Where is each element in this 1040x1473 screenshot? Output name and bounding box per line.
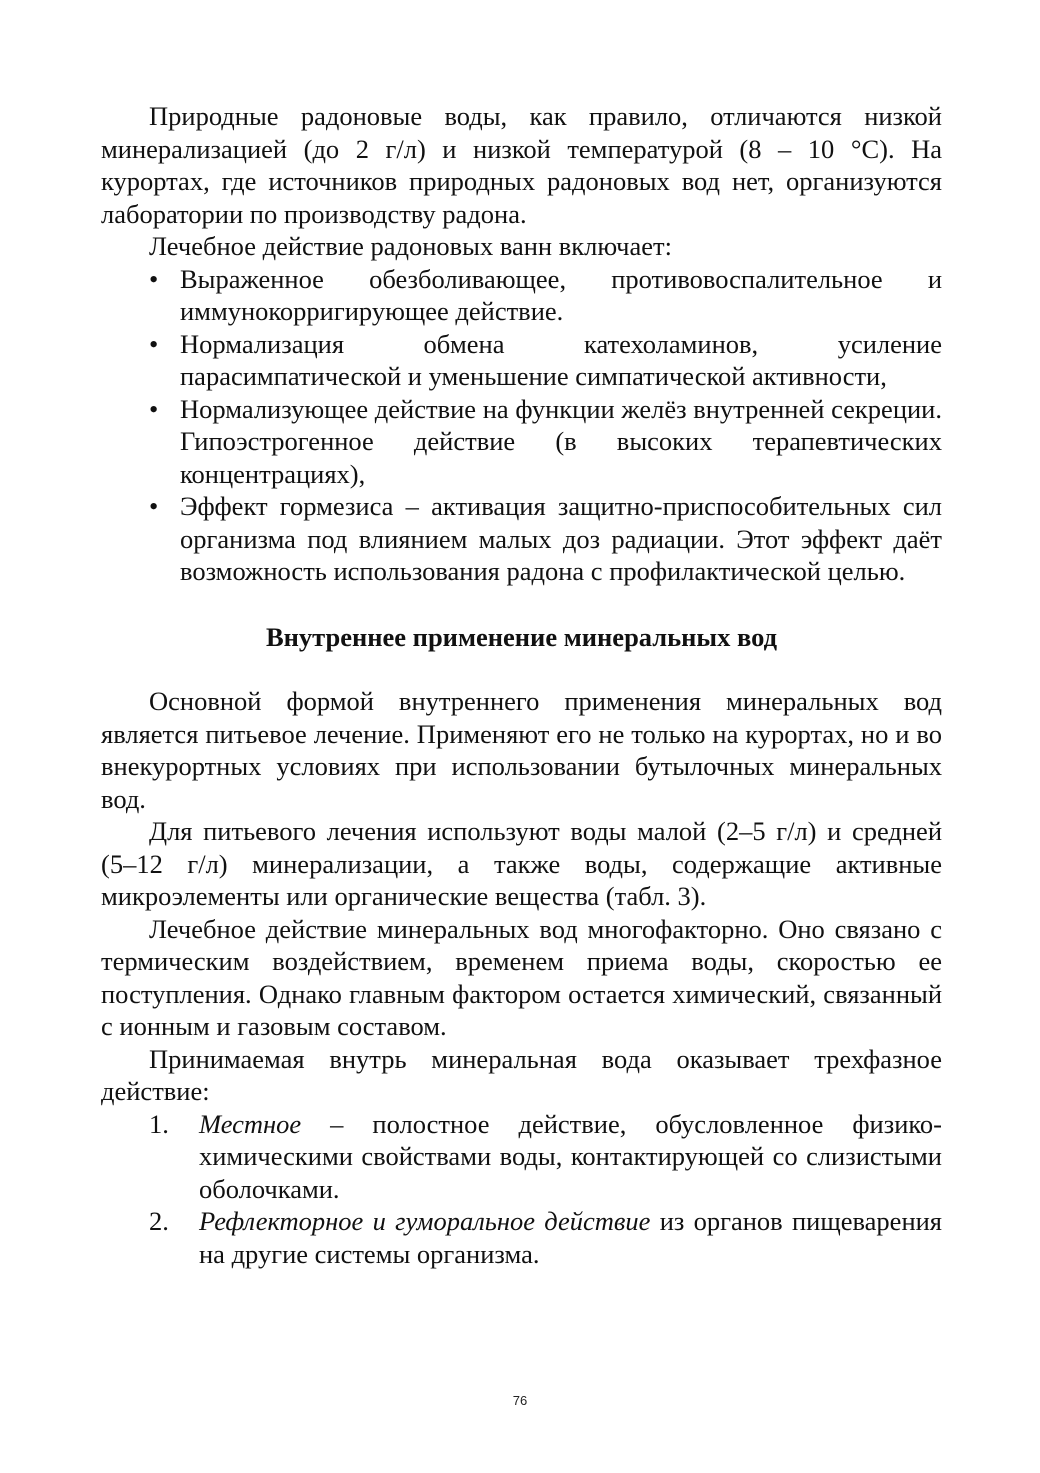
list-item-term: Рефлекторное и гуморальное действие [199, 1206, 651, 1236]
page-number: 76 [512, 1393, 528, 1408]
paragraph-drinking-treatment: Для питьевого лечения используют воды малой (2–5 г/л) и средней (5–12 г/л) минерализации, а также воды, содержащие активные микроэлементы или органические вещества (табл. 3). [101, 816, 942, 911]
bullet-marker: • [149, 491, 159, 521]
list-item-text: Выраженное обезболивающее, противовоспалительное и иммунокорригирующее действие. [180, 263, 942, 326]
radon-effects-list [101, 263, 942, 588]
phases-list [101, 1108, 942, 1271]
paragraph-three-phase: Принимаемая внутрь минеральная вода оказывает трехфазное действие: [101, 1043, 942, 1106]
list-item [149, 328, 942, 393]
list-item-text: Эффект гормезиса – активация защитно-приспособительных сил организма под влиянием малых доз радиации. Этот эффект даёт возможность использования радона с профилактической целью. [180, 491, 942, 586]
list-item [149, 263, 942, 328]
bullet-marker: • [149, 263, 159, 294]
list-item [149, 393, 942, 491]
list-item-text: Нормализация обмена катехоламинов, усиление парасимпатической и уменьшение симпатической активности, [180, 328, 942, 391]
paragraph-therapeutic-action: Лечебное действие минеральных вод многофакторно. Оно связано с термическим воздействием, временем приема воды, скоростью ее поступления. Однако главным фактором остается химический, связанный с ионным и газовым составом. [101, 913, 942, 1041]
bullet-marker: • [149, 328, 159, 359]
list-item-text: Нормализующее действие на функции желёз внутренней секреции. Гипоэстрогенное действие (в высоких терапевтических концентрациях), [180, 393, 942, 489]
list-item [149, 1205, 942, 1270]
list-number: 2. [149, 1206, 169, 1236]
page-body [101, 100, 942, 1270]
paragraph-radon-effects-intro: Лечебное действие радоновых ванн включает: [149, 231, 672, 261]
list-item-text: из органов пищеварения на другие системы организма. [199, 1206, 942, 1269]
list-item [149, 1108, 942, 1206]
list-item-term: Местное [199, 1108, 302, 1139]
list-item [149, 490, 942, 588]
paragraph-radon-waters: Природные радоновые воды, как правило, отличаются низкой минерализацией (до 2 г/л) и низкой температурой (8 – 10 °С). На курортах, где источников природных радоновых вод нет, организуются лаборатории по производству радона. [101, 101, 942, 229]
section-heading: Внутреннее применение минеральных вод [265, 621, 778, 652]
bullet-marker: • [149, 393, 159, 424]
list-number: 1. [149, 1108, 169, 1139]
list-item-text: – полостное действие, обусловленное физико-химическими свойствами воды, контактирующей со слизистыми оболочками. [199, 1108, 942, 1204]
paragraph-internal-use: Основной формой внутреннего применения минеральных вод является питьевое лечение. Применяют его не только на курортах, но и во внекурортных условиях при использовании бутылочных минеральных вод. [101, 686, 942, 814]
